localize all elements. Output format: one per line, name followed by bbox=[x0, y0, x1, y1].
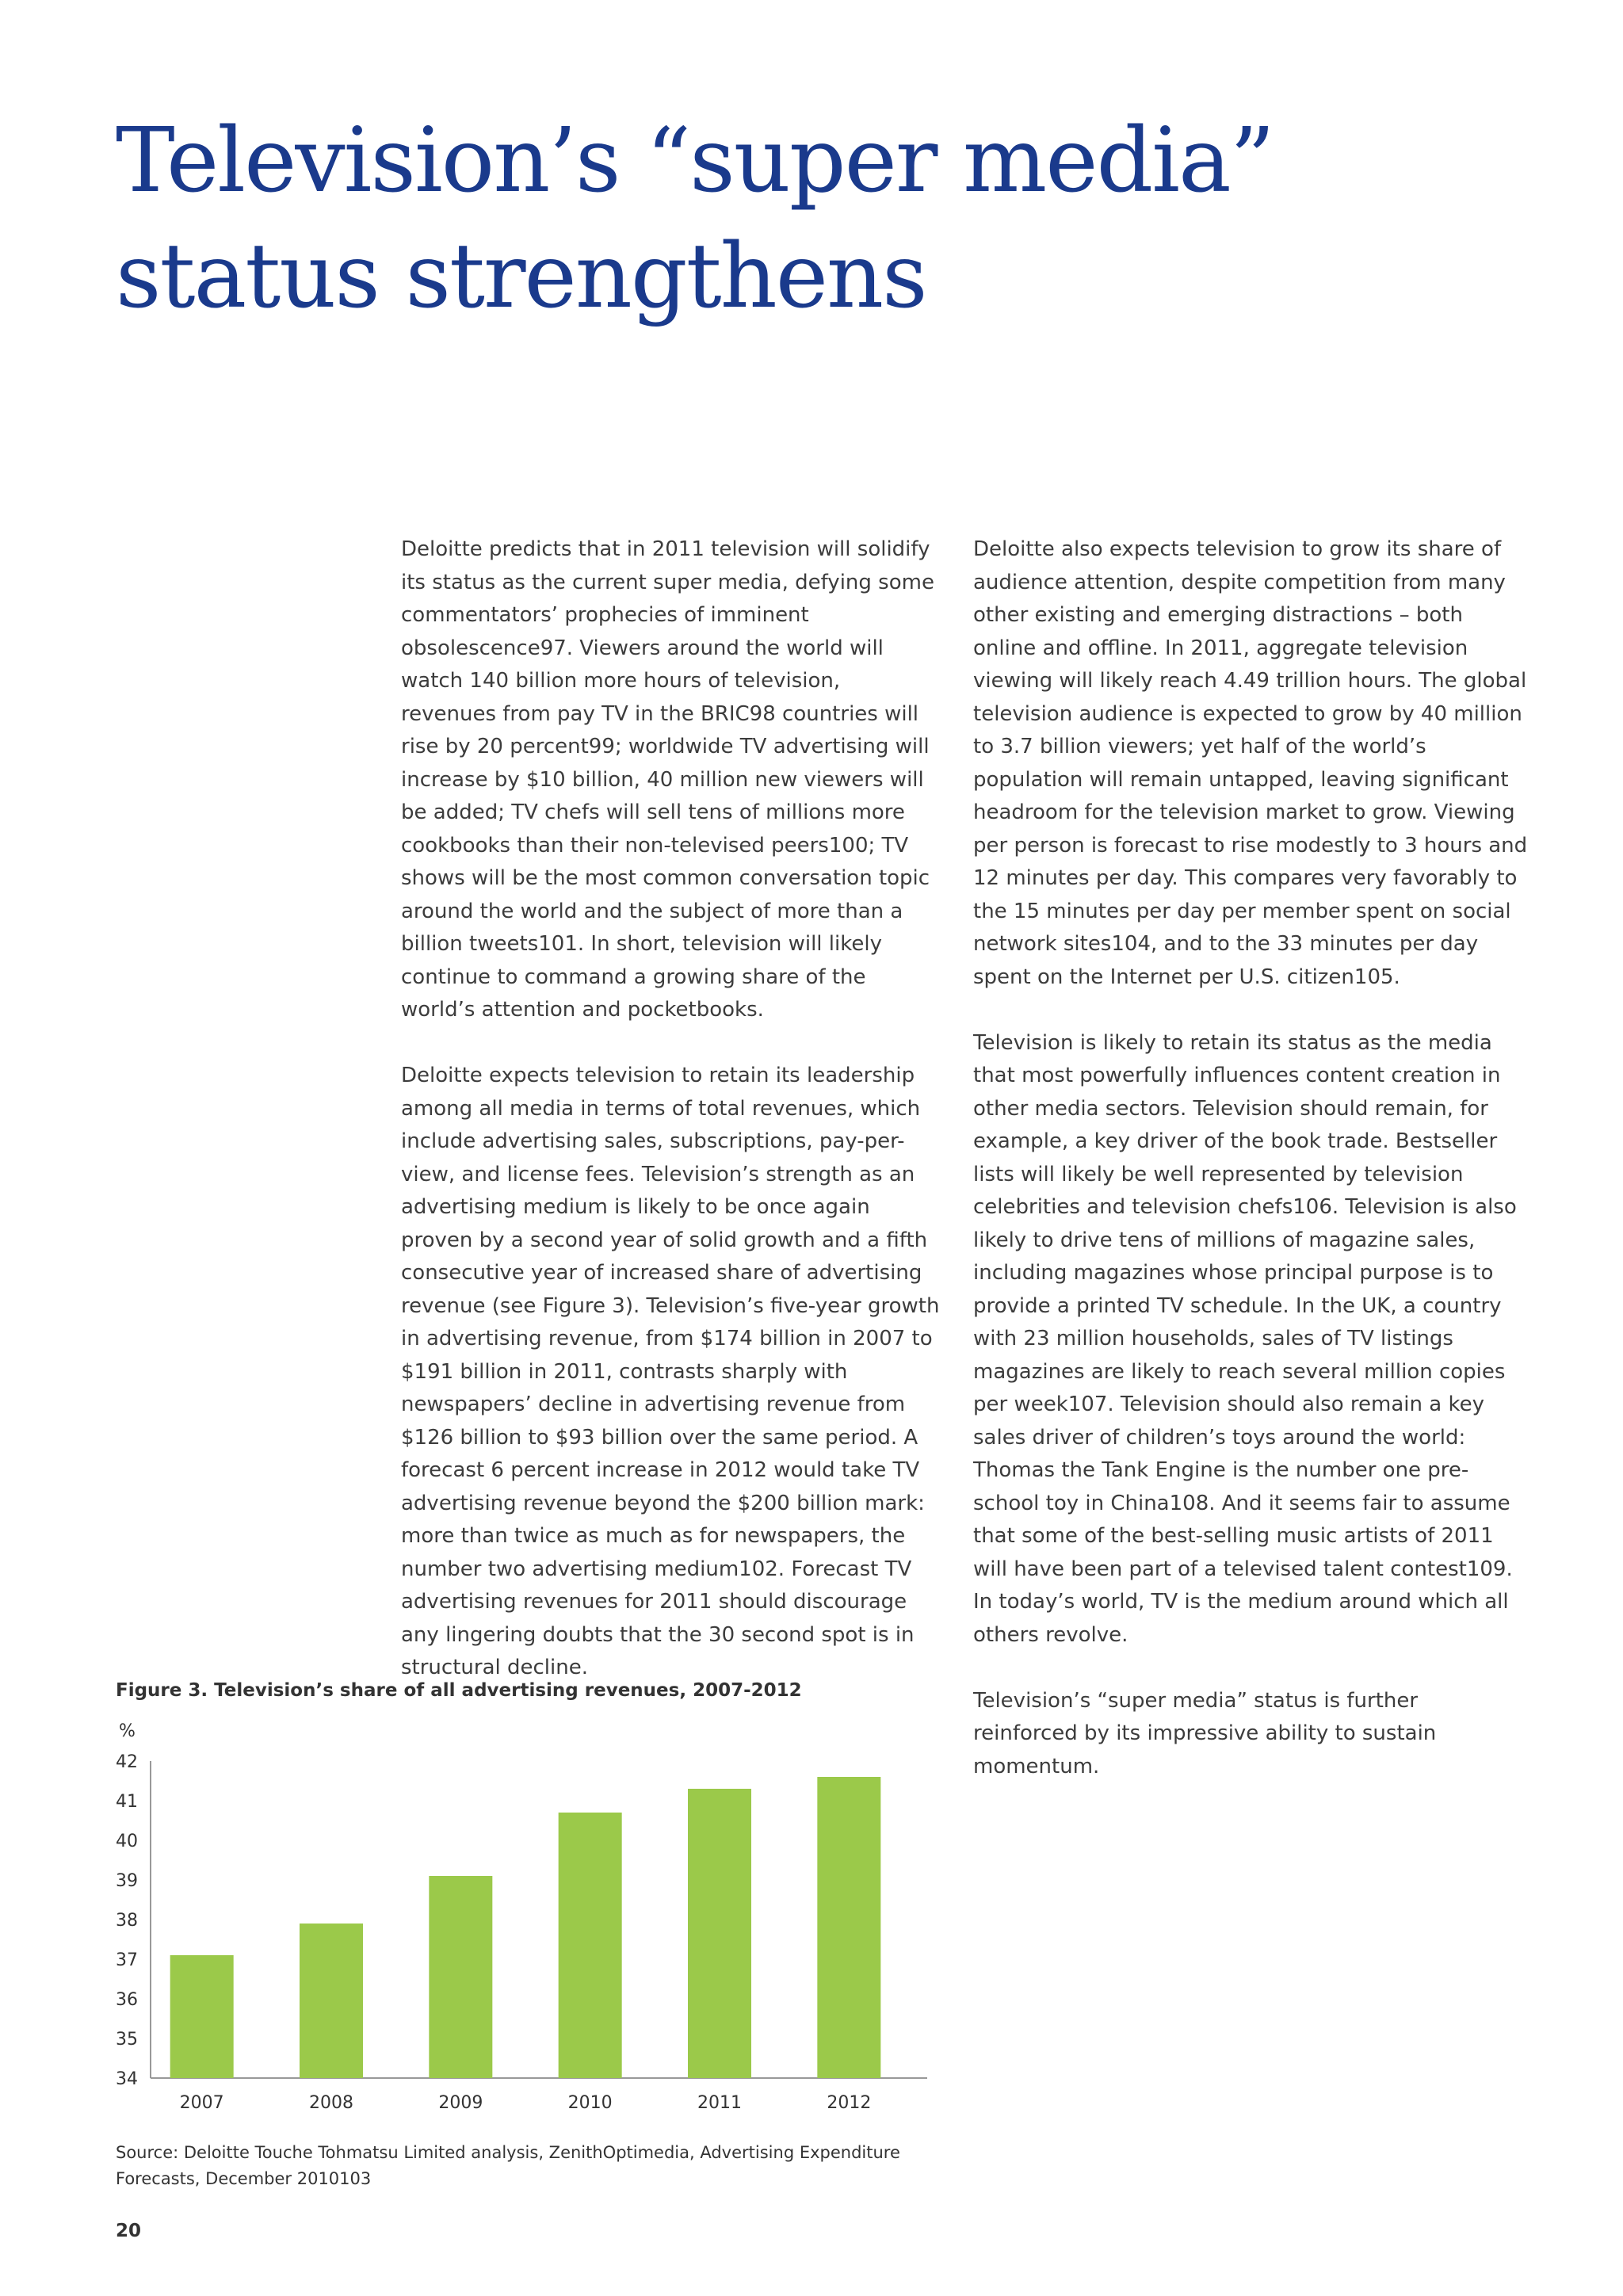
y-tick-label: 41 bbox=[116, 1792, 138, 1812]
y-tick-label: 35 bbox=[116, 2030, 138, 2050]
right-paragraph-3: Television’s “super media” status is further reinforced by its impressive ability to sustain momentum. bbox=[973, 1688, 1437, 1778]
y-tick-label: 36 bbox=[116, 1990, 138, 2010]
left-column bbox=[401, 533, 940, 1717]
y-tick-label: 37 bbox=[116, 1950, 138, 1970]
y-tick-label: 38 bbox=[116, 1911, 138, 1931]
y-tick-label: 40 bbox=[116, 1832, 138, 1851]
page-title bbox=[116, 103, 1463, 334]
bar bbox=[170, 1955, 234, 2078]
figure-unit-label: % bbox=[119, 1721, 136, 1741]
page-title-line-1: Television’s “super media” bbox=[116, 109, 1274, 212]
y-tick-label: 39 bbox=[116, 1871, 138, 1891]
x-tick-label: 2007 bbox=[179, 2093, 224, 2113]
y-tick-label: 42 bbox=[116, 1752, 138, 1772]
right-column bbox=[973, 533, 1528, 1817]
left-paragraph-2: Deloitte expects television to retain its leadership among all media in terms of total revenues, which include advertising sales, subscriptions, pay-per-view, and license fees. Television’s strength as an advertising medium is likely to be once again proven by a second year of solid growth and a fifth consecutive year of increased share of advertising revenue (see Figure 3). Television’s five-year growth in advertising revenue, from $174 billion in 2007 to $191 billion in 2011, contrasts sharply with newspapers’ decline in advertising revenue from $126 billion to $93 billion over the same period. A forecast 6 percent increase in 2012 would take TV advertising revenue beyond the $200 billion mark: more than twice as much as for newspapers, the number two advertising medium102. Forecast TV advertising revenues for 2011 should discourage any lingering doubts that the 30 second spot is in structural decline. bbox=[401, 1064, 940, 1679]
x-tick-label: 2012 bbox=[827, 2093, 872, 2113]
x-tick-label: 2010 bbox=[567, 2093, 613, 2113]
bar bbox=[688, 1789, 751, 2078]
x-tick-label: 2009 bbox=[438, 2093, 483, 2113]
bar bbox=[559, 1813, 622, 2078]
bar-chart bbox=[111, 1752, 951, 2124]
bar bbox=[429, 1876, 492, 2078]
bar bbox=[817, 1777, 880, 2078]
y-tick-label: 34 bbox=[116, 2069, 138, 2089]
page-number: 20 bbox=[116, 2221, 142, 2241]
x-tick-label: 2008 bbox=[309, 2093, 353, 2113]
figure-source: Source: Deloitte Touche Tohmatsu Limited analysis, ZenithOptimedia, Advertising Expenditure Forecasts, December 2010103 bbox=[116, 2143, 900, 2188]
right-paragraph-2: Television is likely to retain its status as the media that most powerfully influences content creation in other media sectors. Television should remain, for example, a key driver of the book trade. Bestseller lists will likely be well represented by television celebrities and television chefs106. Television is also likely to drive tens of millions of magazine sales, including magazines whose principal purpose is to provide a printed TV schedule. In the UK, a country with 23 million households, sales of TV listings magazines are likely to reach several million copies per week107. Television should also remain a key sales driver of children’s toys around the world: Thomas the Tank Engine is the number one pre-school toy in China108. And it seems fair to assume that some of the best-selling music artists of 2011 will have been part of a televised talent contest109. In today’s world, TV is the medium around which all others revolve. bbox=[973, 1030, 1517, 1647]
bar bbox=[300, 1924, 363, 2078]
x-tick-label: 2011 bbox=[697, 2093, 742, 2113]
right-paragraph-1: Deloitte also expects television to grow its share of audience attention, despite competition from many other existing and emerging distractions – both online and offline. In 2011, aggregate television viewing will likely reach 4.49 trillion hours. The global television audience is expected to grow by 40 million to 3.7 billion viewers; yet half of the world’s population will remain untapped, leaving significant headroom for the television market to grow. Viewing per person is forecast to rise modestly to 3 hours and 12 minutes per day. This compares very favorably to the 15 minutes per day per member spent on social network sites104, and to the 33 minutes per day spent on the Internet per U.S. citizen105. bbox=[973, 537, 1528, 989]
figure-title: Figure 3. Television’s share of all advertising revenues, 2007-2012 bbox=[116, 1680, 802, 1701]
page-title-line-2: status strengthens bbox=[116, 225, 926, 328]
left-paragraph-1: Deloitte predicts that in 2011 television will solidify its status as the current super media, defying some commentators’ prophecies of imminent obsolescence97. Viewers around the world will watch 140 billion more hours of television, revenues from pay TV in the BRIC98 countries will rise by 20 percent99; worldwide TV advertising will increase by $10 billion, 40 million new viewers will be added; TV chefs will sell tens of millions more cookbooks than their non-televised peers100; TV shows will be the most common conversation topic around the world and the subject of more than a billion tweets101. In short, television will likely continue to command a growing share of the world’s attention and pocketbooks. bbox=[401, 537, 934, 1022]
